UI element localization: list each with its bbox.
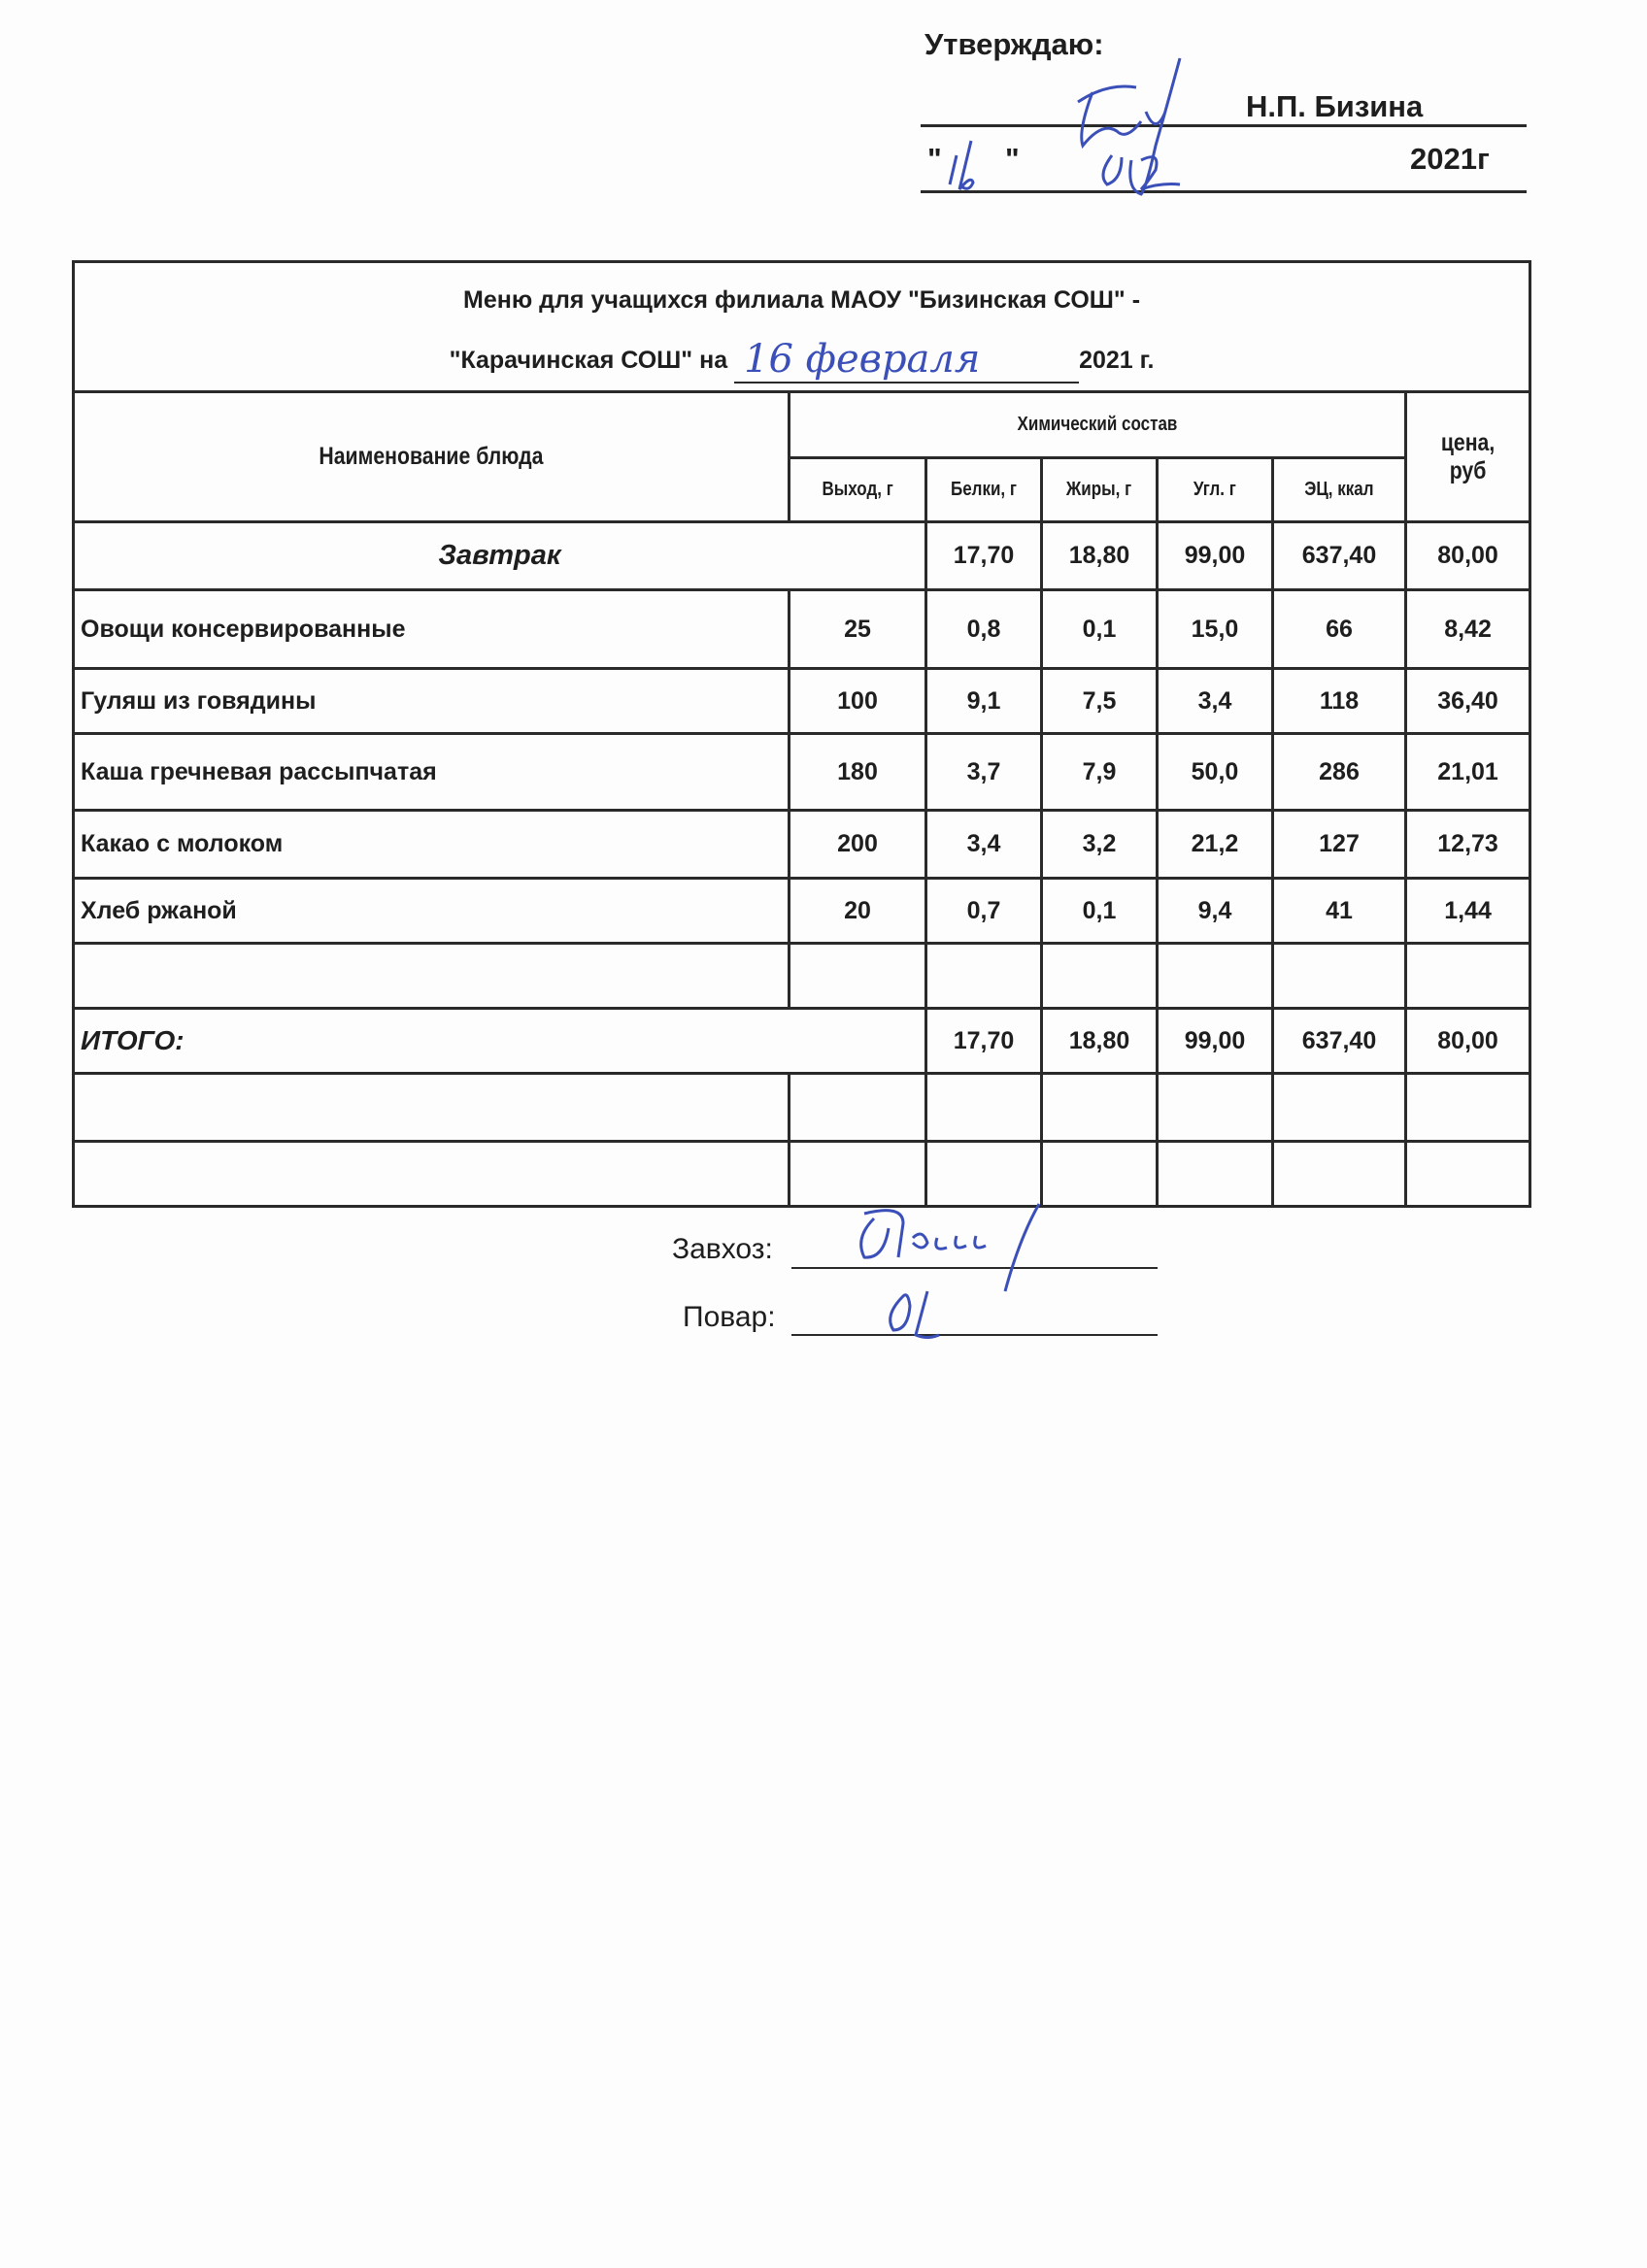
cell: 180 — [790, 734, 926, 811]
cell: 0,1 — [1042, 879, 1158, 944]
povar-label: Повар: — [683, 1301, 776, 1333]
header-col-output — [790, 458, 926, 522]
cell: 18,80 — [1042, 1009, 1158, 1074]
cell: 99,00 — [1158, 522, 1273, 590]
header-chem — [790, 392, 1406, 458]
header-col-protein — [926, 458, 1042, 522]
table-row — [74, 879, 1530, 944]
cell: 0,1 — [1042, 590, 1158, 669]
header-price — [1406, 392, 1530, 522]
cell: 637,40 — [1273, 1009, 1406, 1074]
menu-title — [74, 262, 1530, 392]
cell: 100 — [790, 669, 926, 734]
title-line2 — [81, 330, 1523, 390]
dish-name: Какао с молоком — [74, 811, 790, 879]
dish-name: Овощи консервированные — [74, 590, 790, 669]
table-row — [74, 734, 1530, 811]
approval-signature-line — [921, 124, 1527, 127]
date-quote-close: " — [1005, 142, 1020, 176]
cell: 3,4 — [926, 811, 1042, 879]
cell: 200 — [790, 811, 926, 879]
cell: 15,0 — [1158, 590, 1273, 669]
zavhoz-label: Завхоз: — [672, 1233, 773, 1265]
cell: 8,42 — [1406, 590, 1530, 669]
approval-label: Утверждаю: — [924, 27, 1104, 61]
empty-row — [74, 944, 1530, 1009]
header-col-carbs — [1158, 458, 1273, 522]
cell: 0,7 — [926, 879, 1042, 944]
header-col-fat — [1042, 458, 1158, 522]
povar-signature-line — [791, 1334, 1158, 1336]
header-price-text: цена, руб — [1440, 428, 1496, 484]
cell: 3,7 — [926, 734, 1042, 811]
table-row — [74, 811, 1530, 879]
approval-year: 2021г — [1410, 142, 1490, 176]
cell: 17,70 — [926, 522, 1042, 590]
dish-name: Гуляш из говядины — [74, 669, 790, 734]
total-label: ИТОГО: — [74, 1009, 926, 1074]
title-date-handwriting: 16 февраля — [744, 336, 981, 382]
cell: 17,70 — [926, 1009, 1042, 1074]
zavhoz-signature-line — [791, 1267, 1158, 1269]
povar-signature-icon — [879, 1282, 957, 1350]
header-col-text: Белки, г — [951, 479, 1017, 500]
cell: 3,4 — [1158, 669, 1273, 734]
total-row — [74, 1009, 1530, 1074]
section-row-breakfast — [74, 522, 1530, 590]
header-dish-name-text: Наименование блюда — [319, 443, 544, 470]
header-dish-name — [74, 392, 790, 522]
cell: 36,40 — [1406, 669, 1530, 734]
table-row — [74, 590, 1530, 669]
approver-name: Н.П. Бизина — [1246, 89, 1424, 123]
approval-date-line — [921, 190, 1527, 193]
cell: 20 — [790, 879, 926, 944]
empty-row — [74, 1074, 1530, 1142]
cell: 66 — [1273, 590, 1406, 669]
cell: 3,2 — [1042, 811, 1158, 879]
title-date-field — [734, 336, 1079, 384]
dish-name: Каша гречневая рассыпчатая — [74, 734, 790, 811]
cell: 7,9 — [1042, 734, 1158, 811]
date-month-handwriting — [1088, 136, 1233, 194]
cell: 637,40 — [1273, 522, 1406, 590]
section-label: Завтрак — [74, 522, 926, 590]
cell: 21,2 — [1158, 811, 1273, 879]
table-row — [74, 669, 1530, 734]
date-day-handwriting — [942, 136, 1010, 194]
cell: 21,01 — [1406, 734, 1530, 811]
zavhoz-signature-icon — [845, 1199, 1078, 1296]
date-quote-open: " — [927, 142, 942, 176]
header-chem-text: Химический состав — [1017, 414, 1178, 435]
header-col-text: Выход, г — [822, 479, 893, 500]
header-col-text: Жиры, г — [1066, 479, 1132, 500]
cell: 41 — [1273, 879, 1406, 944]
header-col-text: Угл. г — [1193, 479, 1236, 500]
cell: 99,00 — [1158, 1009, 1273, 1074]
title-line1: Меню для учащихся филиала МАОУ "Бизинская СОШ" - — [463, 285, 1141, 314]
cell: 18,80 — [1042, 522, 1158, 590]
menu-table — [72, 260, 1531, 1208]
cell: 25 — [790, 590, 926, 669]
cell: 12,73 — [1406, 811, 1530, 879]
cell: 80,00 — [1406, 1009, 1530, 1074]
cell: 0,8 — [926, 590, 1042, 669]
cell: 286 — [1273, 734, 1406, 811]
header-col-energy — [1273, 458, 1406, 522]
header-col-text: ЭЦ, ккал — [1304, 479, 1374, 500]
empty-row — [74, 1142, 1530, 1207]
cell: 9,1 — [926, 669, 1042, 734]
cell: 1,44 — [1406, 879, 1530, 944]
dish-name: Хлеб ржаной — [74, 879, 790, 944]
cell: 127 — [1273, 811, 1406, 879]
cell: 7,5 — [1042, 669, 1158, 734]
cell: 118 — [1273, 669, 1406, 734]
cell: 80,00 — [1406, 522, 1530, 590]
title-line2-prefix: "Карачинская СОШ" на — [449, 346, 728, 374]
cell: 9,4 — [1158, 879, 1273, 944]
cell: 50,0 — [1158, 734, 1273, 811]
title-line2-suffix: 2021 г. — [1079, 346, 1155, 374]
